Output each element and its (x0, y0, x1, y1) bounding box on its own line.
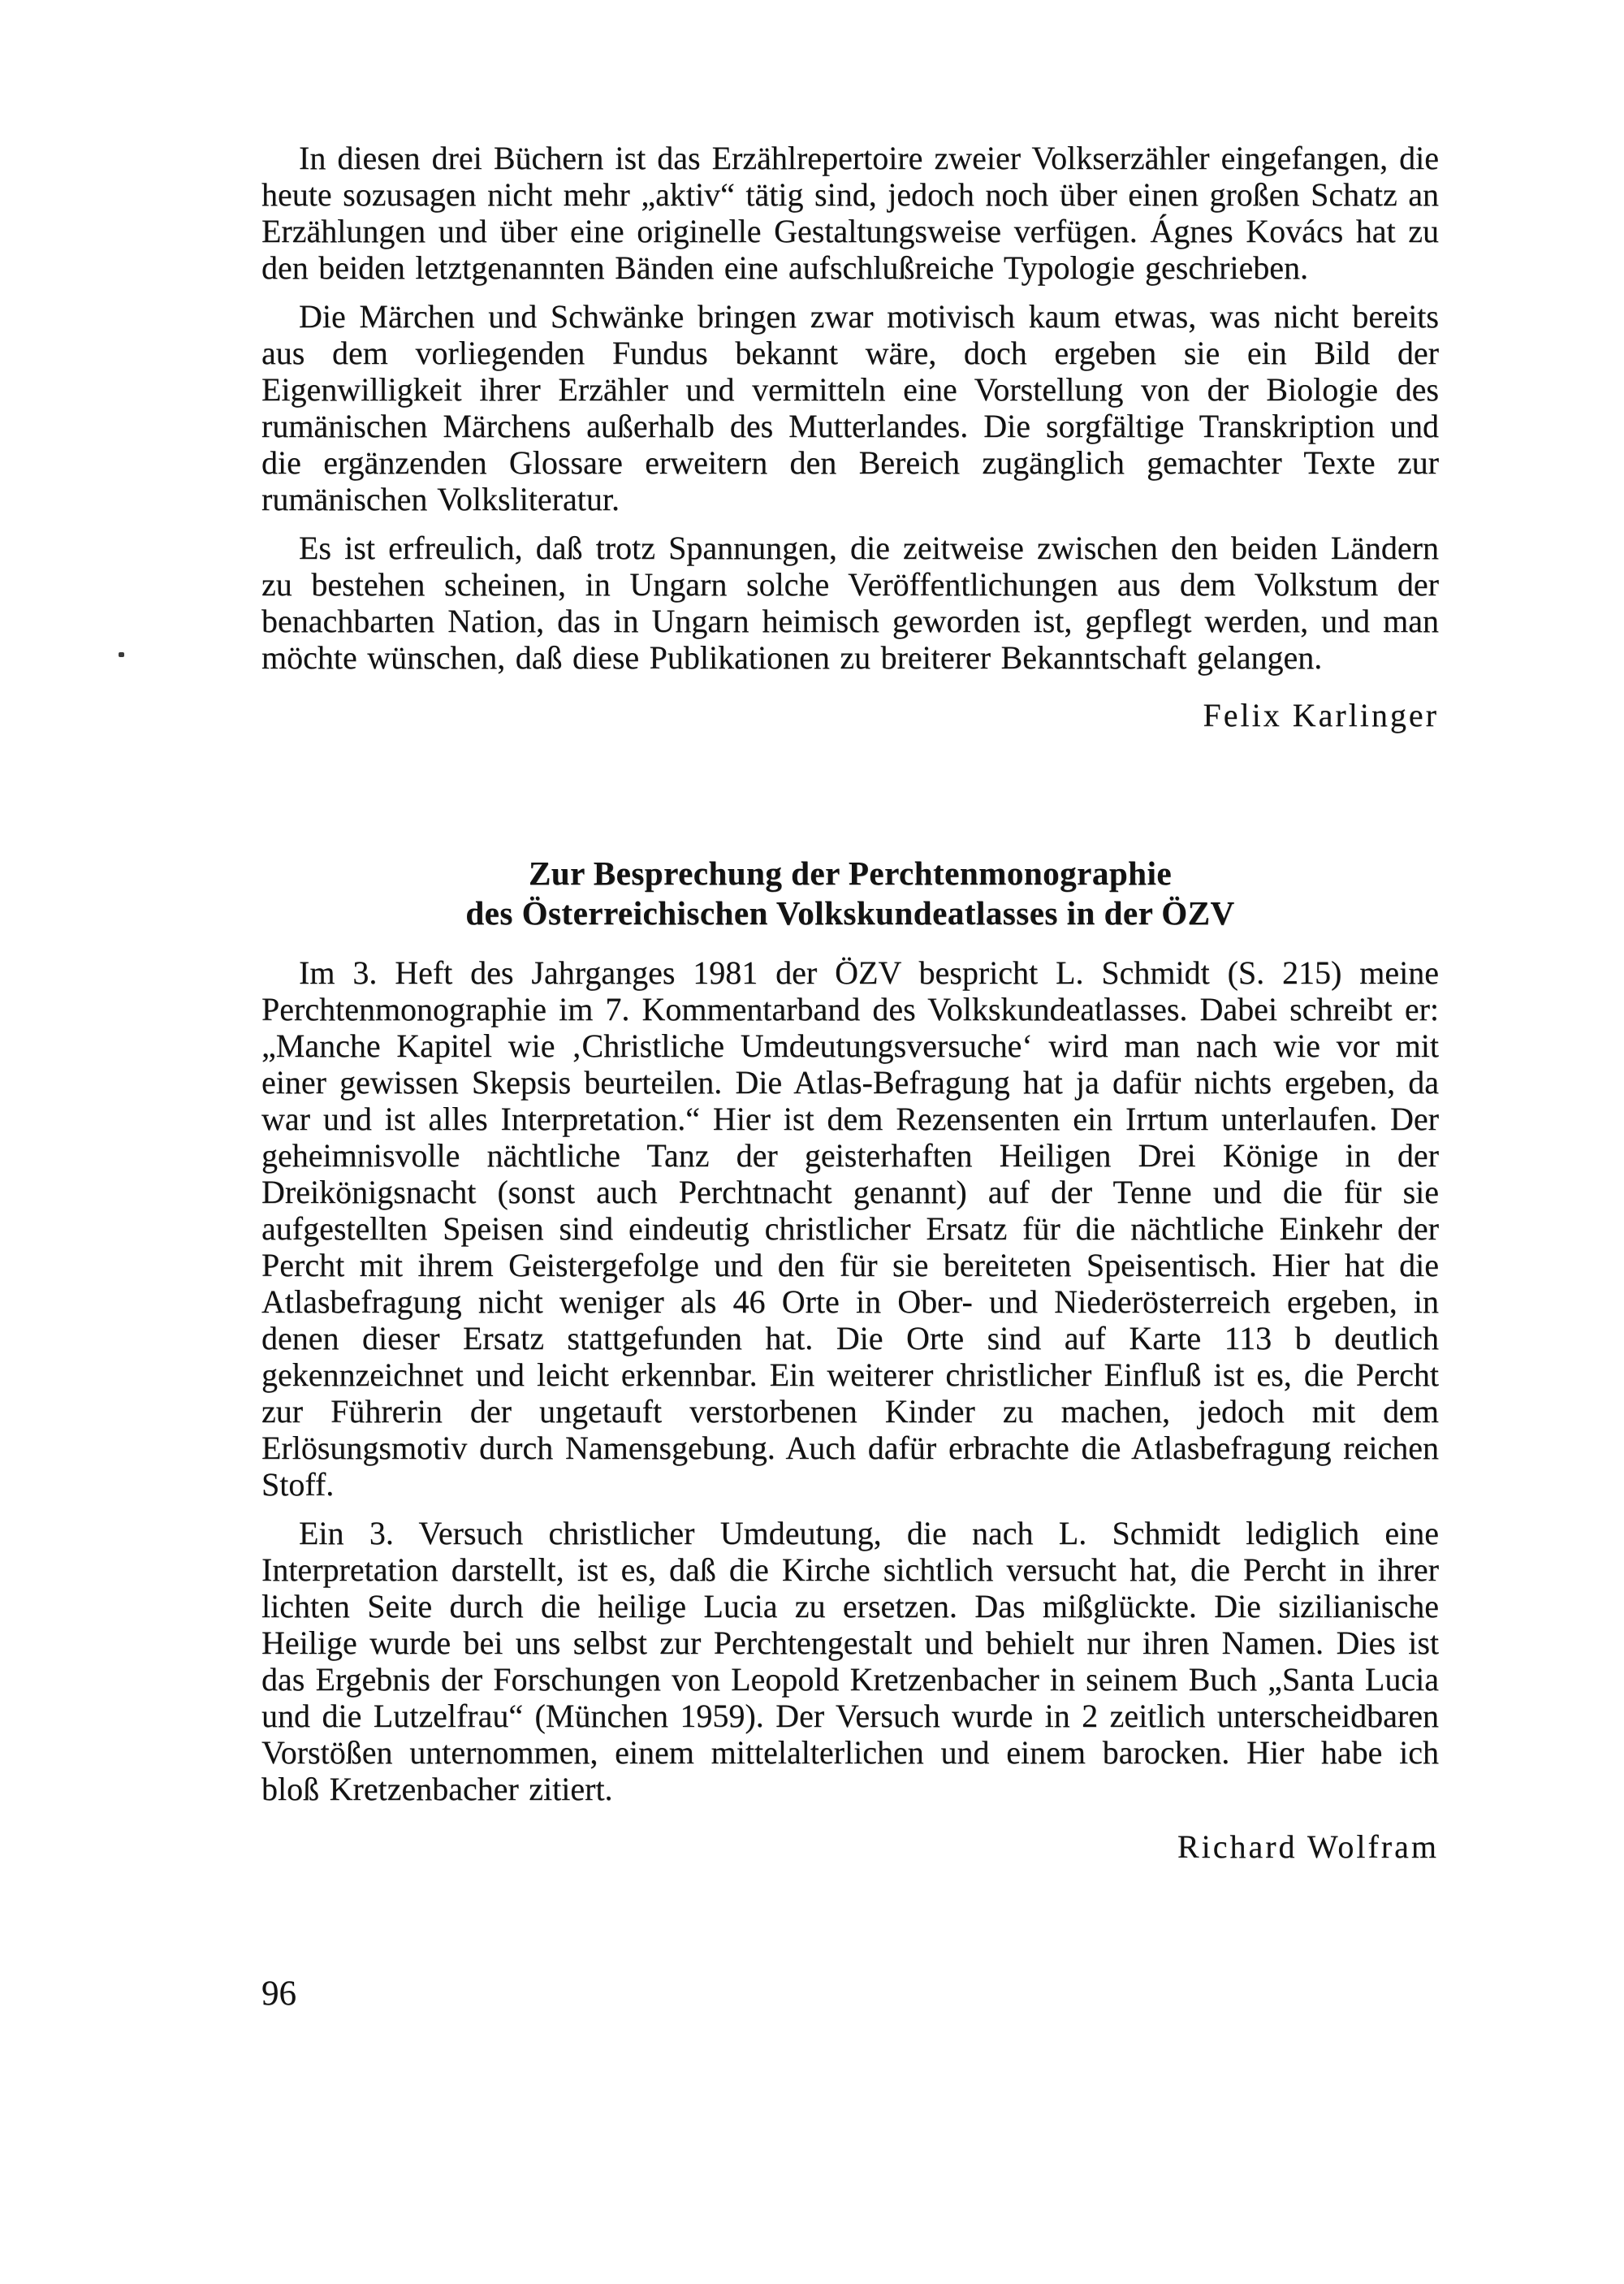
text-block (261, 140, 1439, 1865)
article-title-line-2: des Österreichischen Volkskundeatlasses in der ÖZV (465, 894, 1235, 932)
paragraph: In diesen drei Büchern ist das Erzählrepertoire zweier Volkserzähler eingefangen, die heute sozusagen nicht mehr „aktiv“ tätig sind, jedoch noch über einen großen Schatz an Erzählungen und über eine originelle Gestaltungsweise verfügen. Ágnes Kovács hat zu den beiden letztgenannten Bänden eine aufschlußreiche Typologie geschrieben. (261, 140, 1439, 286)
paragraph: Die Märchen und Schwänke bringen zwar motivisch kaum etwas, was nicht bereits aus dem vorliegenden Fundus bekannt wäre, doch ergeben sie ein Bild der Eigenwilligkeit ihrer Erzähler und vermitteln eine Vorstellung von der Biologie des rumänischen Märchens außerhalb des Mutterlandes. Die sorgfältige Transkription und die ergänzenden Glossare erweitern den Bereich zugänglich gemachter Texte zur rumänischen Volksliteratur. (261, 298, 1439, 517)
scan-speck (119, 652, 124, 657)
reviewer-signature-karlinger: Felix Karlinger (1203, 697, 1439, 733)
article-title (261, 854, 1439, 933)
reviewer-signature-wolfram: Richard Wolfram (1177, 1828, 1439, 1865)
page-number: 96 (261, 1975, 296, 2013)
paragraph: Im 3. Heft des Jahrganges 1981 der ÖZV bespricht L. Schmidt (S. 215) meine Perchtenmonographie im 7. Kommentarband des Volkskundeatlasses. Dabei schreibt er: „Manche Kapitel wie ‚Christliche Umdeutungsversuche‘ wird man nach wie vor mit einer gewissen Skepsis beurteilen. Die Atlas-Befragung hat ja dafür nichts ergeben, da war und ist alles Interpretation.“ Hier ist dem Rezensenten ein Irrtum unterlaufen. Der geheimnisvolle nächtliche Tanz der geisterhaften Heiligen Drei Könige in der Dreikönigsnacht (sonst auch Perchtnacht genannt) auf der Tenne und die für sie aufgestellten Speisen sind eindeutig christlicher Ersatz für die nächtliche Einkehr der Percht mit ihrem Geistergefolge und den für sie bereiteten Speisentisch. Hier hat die Atlasbefragung nicht weniger als 46 Orte in Ober- und Niederösterreich ergeben, in denen dieser Ersatz stattgefunden hat. Die Orte sind auf Karte 113 b deutlich gekennzeichnet und leicht erkennbar. Ein weiterer christlicher Einfluß ist es, die Percht zur Führerin der ungetauft verstorbenen Kinder zu machen, jedoch mit dem Erlösungsmotiv durch Namensgebung. Auch dafür erbrachte die Atlasbefragung reichen Stoff. (261, 954, 1439, 1503)
paragraph: Ein 3. Versuch christlicher Umdeutung, die nach L. Schmidt lediglich eine Interpretation darstellt, ist es, daß die Kirche sichtlich versucht hat, die Percht in ihrer lichten Seite durch die heilige Lucia zu ersetzen. Das mißglückte. Die sizilianische Heilige wurde bei uns selbst zur Perchtengestalt und behielt nur ihren Namen. Dies ist das Ergebnis der Forschungen von Leopold Kretzenbacher in seinem Buch „Santa Lucia und die Lutzelfrau“ (München 1959). Der Versuch wurde in 2 zeitlich unterscheidbaren Vorstößen unternommen, einem mittelalterlichen und einem barocken. Hier habe ich bloß Kretzenbacher zitiert. (261, 1515, 1439, 1807)
article-title-line-1: Zur Besprechung der Perchtenmonographie (528, 854, 1173, 892)
paragraph: Es ist erfreulich, daß trotz Spannungen, die zeitweise zwischen den beiden Ländern zu bestehen scheinen, in Ungarn solche Veröffentlichungen aus dem Volkstum der benachbarten Nation, das in Ungarn heimisch geworden ist, gepflegt werden, und man möchte wünschen, daß diese Publikationen zu breiterer Bekanntschaft gelangen. (261, 530, 1439, 676)
